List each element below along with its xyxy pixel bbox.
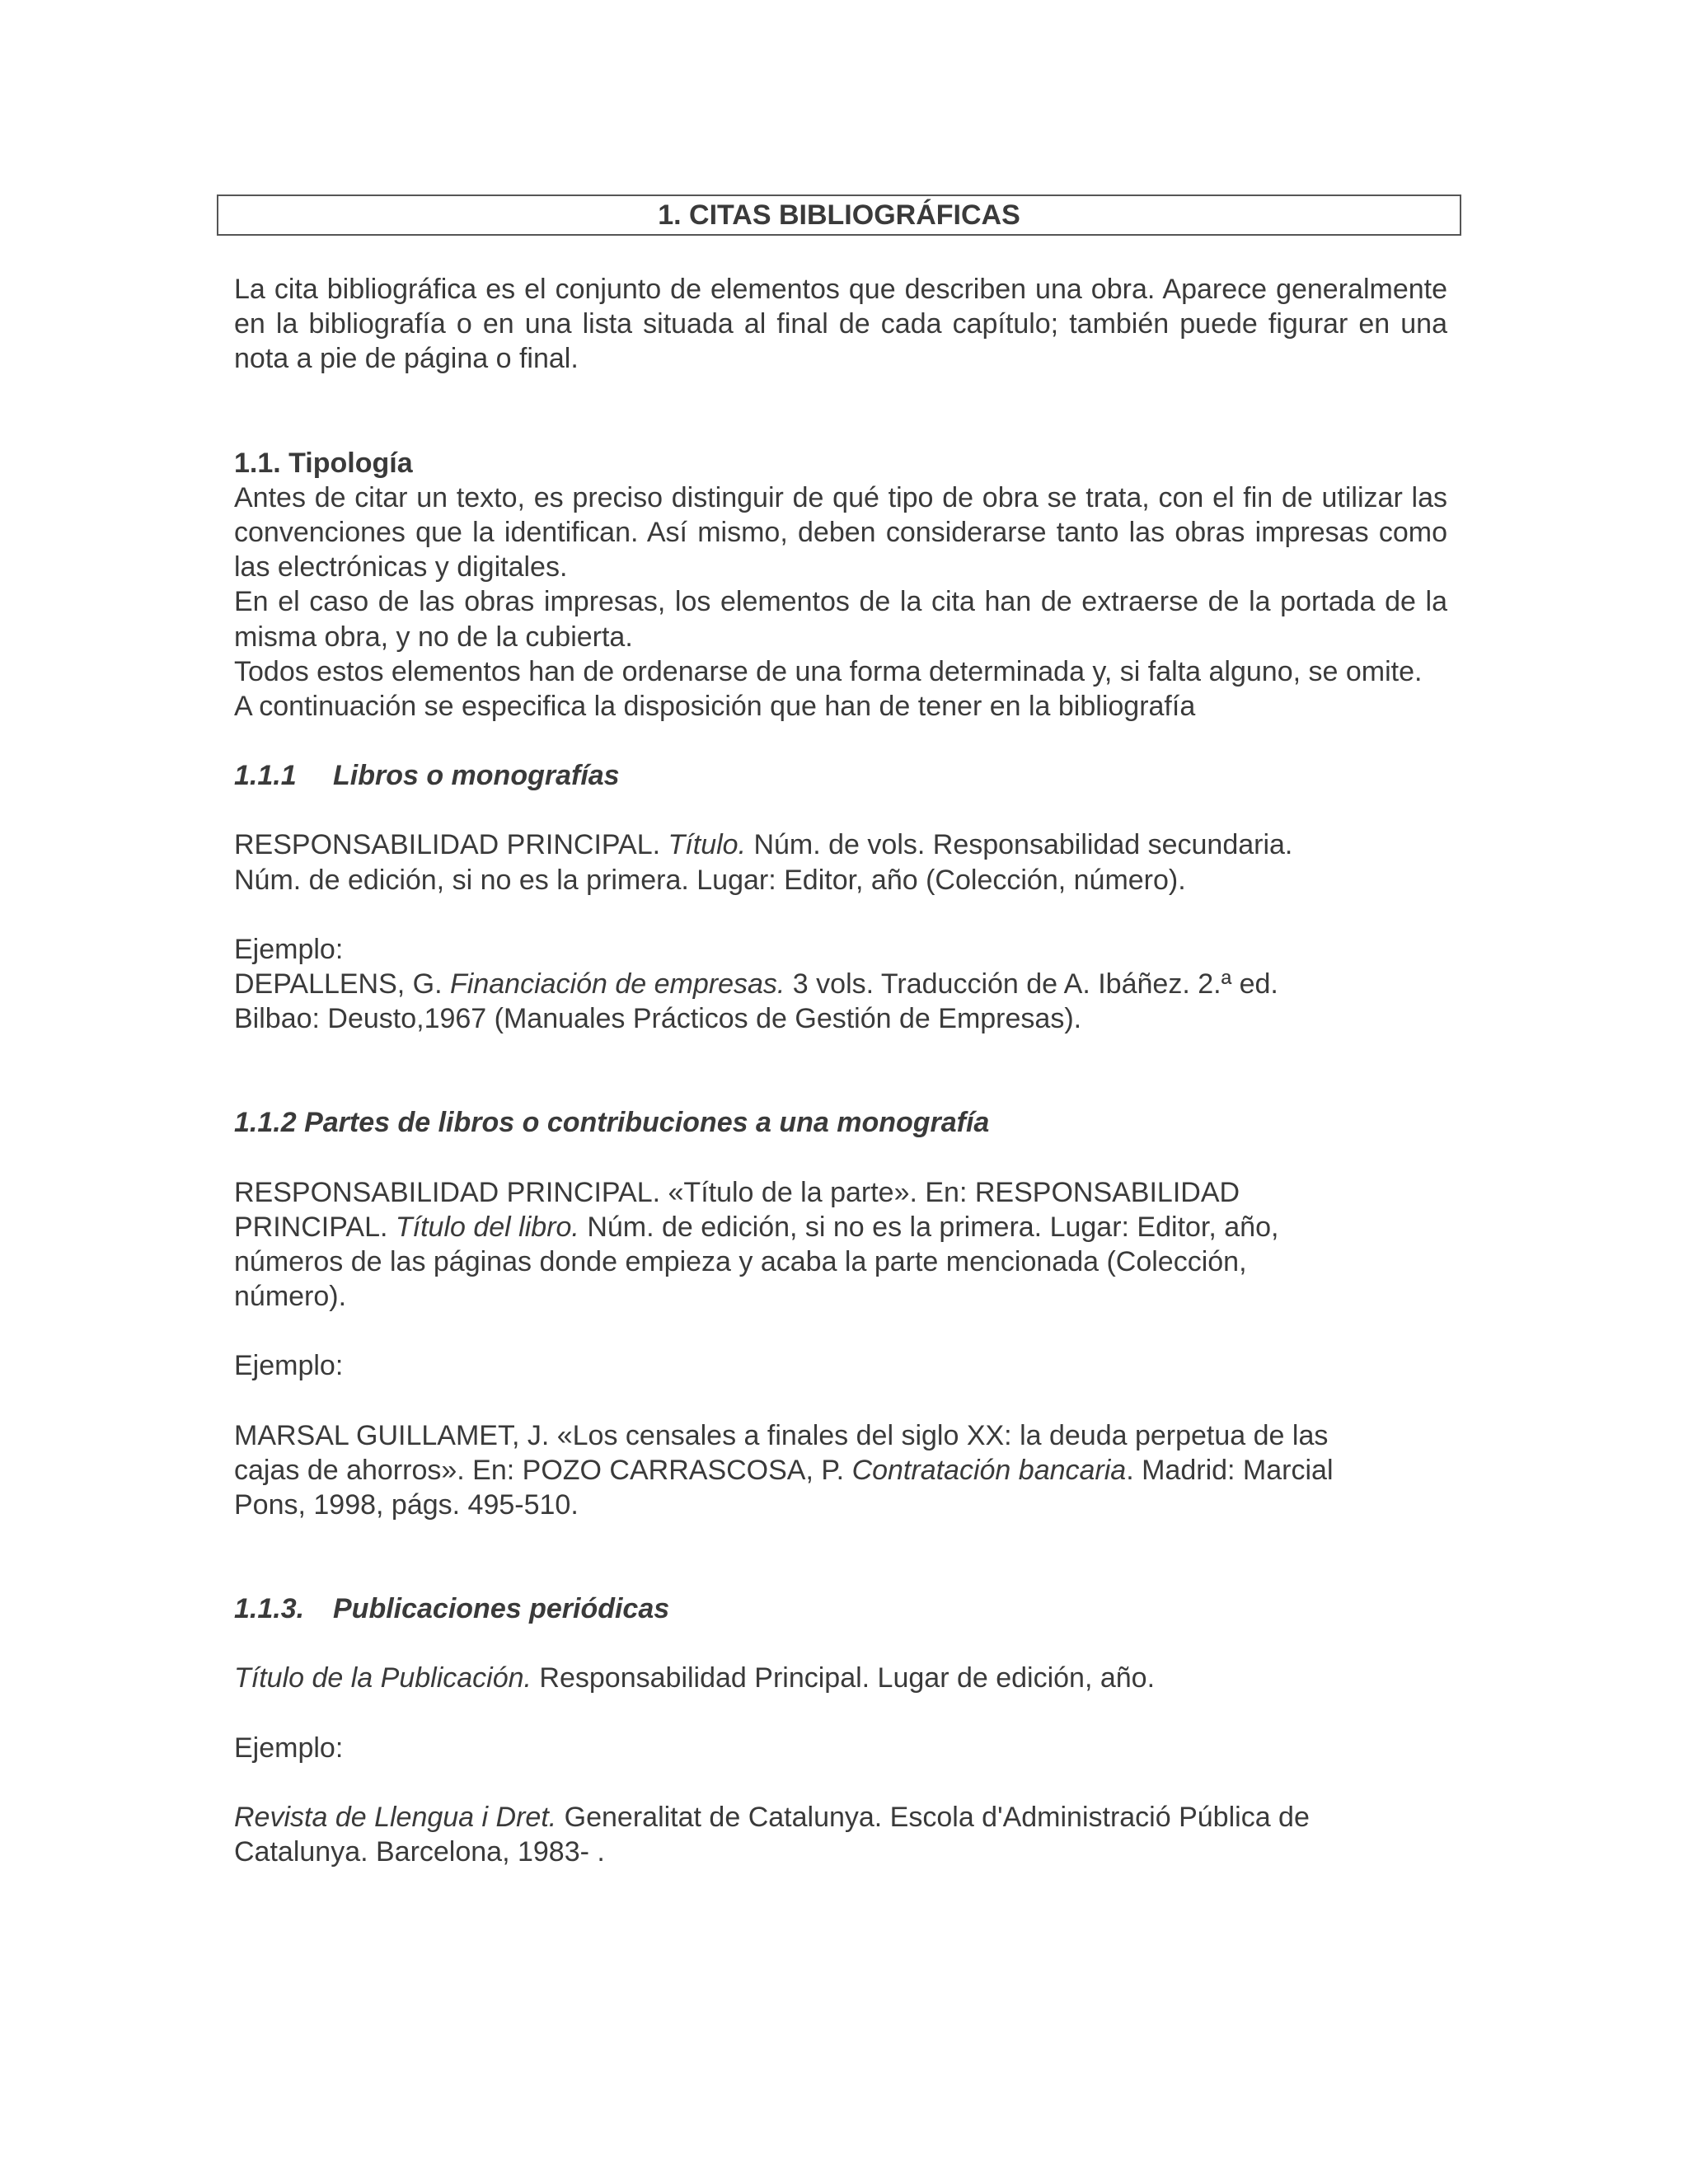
- partes-format-part: números de las páginas donde empieza y acaba la parte mencionada (Colección,: [234, 1246, 1247, 1278]
- periodicas-format-italic: Título de la Publicación.: [234, 1662, 532, 1694]
- libros-example-part: 3 vols. Traducción de A. Ibáñez. 2.ª ed.: [785, 968, 1278, 1001]
- periodicas-format: [234, 1661, 1447, 1695]
- libros-heading: [234, 758, 1447, 793]
- libros-format-part: Núm. de edición, si no es la primera. Lugar: Editor, año (Colección, número).: [234, 864, 1186, 896]
- libros-heading-text: Libros o monografías: [333, 760, 620, 792]
- libros-example-label: Ejemplo:: [234, 933, 344, 965]
- libros-format-part: Núm. de vols. Responsabilidad secundaria.: [746, 829, 1293, 861]
- periodicas-example-label: Ejemplo:: [234, 1732, 344, 1764]
- tipologia-paragraph-2: En el caso de las obras impresas, los elementos de la cita han de extraerse de la portada de la misma obra, y no de la cubierta.: [234, 586, 1447, 653]
- periodicas-heading-number: 1.1.3.: [234, 1593, 305, 1625]
- partes-format-part: RESPONSABILIDAD PRINCIPAL. «Título de la parte». En: RESPONSABILIDAD: [234, 1176, 1240, 1208]
- periodicas-example-part: Generalitat de Catalunya. Escola d'Administració Pública de: [556, 1801, 1310, 1833]
- partes-format-part: número).: [234, 1281, 347, 1313]
- partes-example-italic: Contratación bancaria: [851, 1454, 1127, 1486]
- tipologia-paragraph-3: Todos estos elementos han de ordenarse de una forma determinada y, si falta alguno, se omite.: [234, 655, 1423, 687]
- libros-example: [234, 967, 1447, 1036]
- libros-heading-number: 1.1.1: [234, 760, 297, 792]
- partes-example-part: MARSAL GUILLAMET, J. «Los censales a finales del siglo XX: la deuda perpetua de las: [234, 1419, 1329, 1451]
- partes-format: [234, 1175, 1447, 1315]
- partes-format-part: PRINCIPAL.: [234, 1211, 396, 1243]
- libros-format: [234, 827, 1447, 897]
- periodicas-format-part: Responsabilidad Principal. Lugar de edición, año.: [531, 1662, 1156, 1694]
- partes-heading: 1.1.2 Partes de libros o contribuciones a una monografía: [234, 1107, 990, 1139]
- tipologia-paragraph-4: A continuación se especifica la disposición que han de tener en la bibliografía: [234, 691, 1196, 723]
- section-title: 1. CITAS BIBLIOGRÁFICAS: [217, 194, 1461, 236]
- partes-format-italic: Título del libro.: [395, 1211, 579, 1243]
- partes-example-part: . Madrid: Marcial: [1126, 1454, 1334, 1486]
- libros-example-part: DEPALLENS, G.: [234, 968, 451, 1001]
- periodicas-heading: [234, 1591, 1447, 1626]
- periodicas-example-italic: Revista de Llengua i Dret.: [234, 1801, 557, 1833]
- libros-format-italic: Título.: [668, 829, 747, 861]
- periodicas-heading-text: Publicaciones periódicas: [333, 1593, 670, 1625]
- partes-example-part: Pons, 1998, págs. 495-510.: [234, 1489, 579, 1521]
- tipologia-paragraph-1: Antes de citar un texto, es preciso distinguir de qué tipo de obra se trata, con el fin de utilizar las convenciones que la identifican. Así mismo, deben considerarse tanto las obras impresas como las electrónicas y digitales.: [234, 481, 1447, 583]
- partes-format-part: Núm. de edición, si no es la primera. Lugar: Editor, año,: [579, 1211, 1279, 1243]
- partes-example-label: Ejemplo:: [234, 1350, 344, 1382]
- periodicas-example: [234, 1800, 1447, 1869]
- libros-example-part: Bilbao: Deusto,1967 (Manuales Prácticos de Gestión de Empresas).: [234, 1003, 1082, 1035]
- intro-paragraph: La cita bibliográfica es el conjunto de elementos que describen una obra. Aparece generalmente en la bibliografía o en una lista situada al final de cada capítulo; también puede figurar en una nota a pie de página o final.: [234, 274, 1447, 375]
- partes-example-part: cajas de ahorros». En: POZO CARRASCOSA, P.: [234, 1454, 852, 1486]
- libros-example-italic: Financiación de empresas.: [450, 968, 785, 1001]
- tipologia-heading: 1.1. Tipología: [234, 447, 413, 479]
- partes-example: [234, 1418, 1447, 1523]
- document-body: [234, 272, 1447, 1869]
- periodicas-example-part: Catalunya. Barcelona, 1983- .: [234, 1836, 605, 1868]
- libros-format-part: RESPONSABILIDAD PRINCIPAL.: [234, 829, 668, 861]
